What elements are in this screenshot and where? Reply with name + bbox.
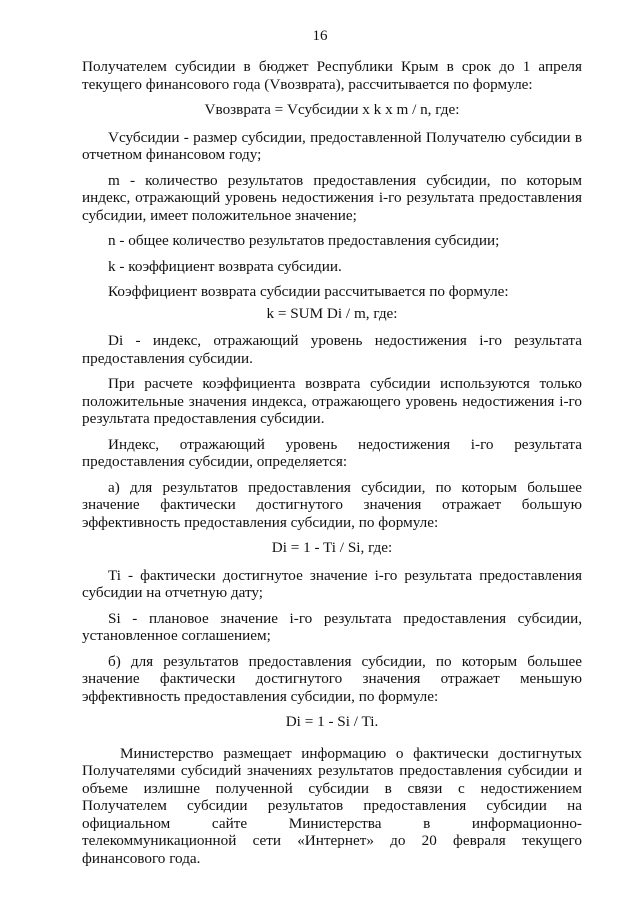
- paragraph-k-formula-intro: Коэффициент возврата субсидии рассчитывается по формуле:: [108, 283, 509, 300]
- paragraph-m-def: m - количество результатов предоставления субсидии, по которым индекс, отражающий уровень недостижения i-го результата предоставления субсидии, имеет положительное значение;: [82, 171, 582, 224]
- page-number: 16: [312, 28, 328, 44]
- paragraph-n-def: n - общее количество результатов предоставления субсидии;: [108, 232, 500, 249]
- paragraph-v-subsidy-def: Vсубсидии - размер субсидии, предоставленной Получателю субсидии в отчетном финансовом году;: [82, 128, 582, 163]
- formula-v-return: Vвозврата = Vсубсидии x k x m / n, где:: [204, 101, 460, 118]
- paragraph-ministry-publishes: Министерство размещает информацию о фактически достигнутых Получателями субсидий значениях результатов предоставления субсидии и объеме излишне полученной субсидии в связи с недостижением Получателем субсидии результатов предоставления субсидии на официальном сайте Министерства в информационно-телекоммуникационной сети «Интернет» до 20 февраля текущего финансового года.: [82, 744, 582, 867]
- paragraph-di-def: Di - индекс, отражающий уровень недостижения i-го результата предоставления субсидии.: [82, 332, 582, 367]
- paragraph-case-b: б) для результатов предоставления субсидии, по которым большее значение фактически достигнутого значения отражает меньшую эффективность предоставления субсидии, по формуле:: [82, 652, 582, 705]
- formula-k: k = SUM Di / m, где:: [266, 304, 398, 322]
- paragraph-ti-def: Ti - фактически достигнутое значение i-го результата предоставления субсидии на отчетную дату;: [82, 566, 582, 601]
- paragraph-case-a: а) для результатов предоставления субсидии, по которым большее значение фактически достигнутого значения отражает большую эффективность предоставления субсидии, по формуле:: [82, 478, 582, 531]
- paragraph-index-defined: Индекс, отражающий уровень недостижения i-го результата предоставления субсидии, определяется:: [82, 435, 582, 470]
- paragraph-si-def: Si - плановое значение i-го результата предоставления субсидии, установленное соглашением;: [82, 609, 582, 644]
- paragraph-positive-values: При расчете коэффициента возврата субсидии используются только положительные значения индекса, отражающего уровень недостижения i-го результата предоставления субсидии.: [82, 375, 582, 427]
- document-body: [82, 58, 582, 875]
- formula-di-b: Di = 1 - Si / Ti.: [285, 713, 379, 730]
- paragraph-return-intro: Получателем субсидии в бюджет Республики Крым в срок до 1 апреля текущего финансового года (Vвозврата), рассчитывается по формуле:: [82, 58, 582, 93]
- paragraph-k-def: k - коэффициент возврата субсидии.: [108, 257, 342, 275]
- formula-di-a: Di = 1 - Ti / Si, где:: [271, 539, 393, 556]
